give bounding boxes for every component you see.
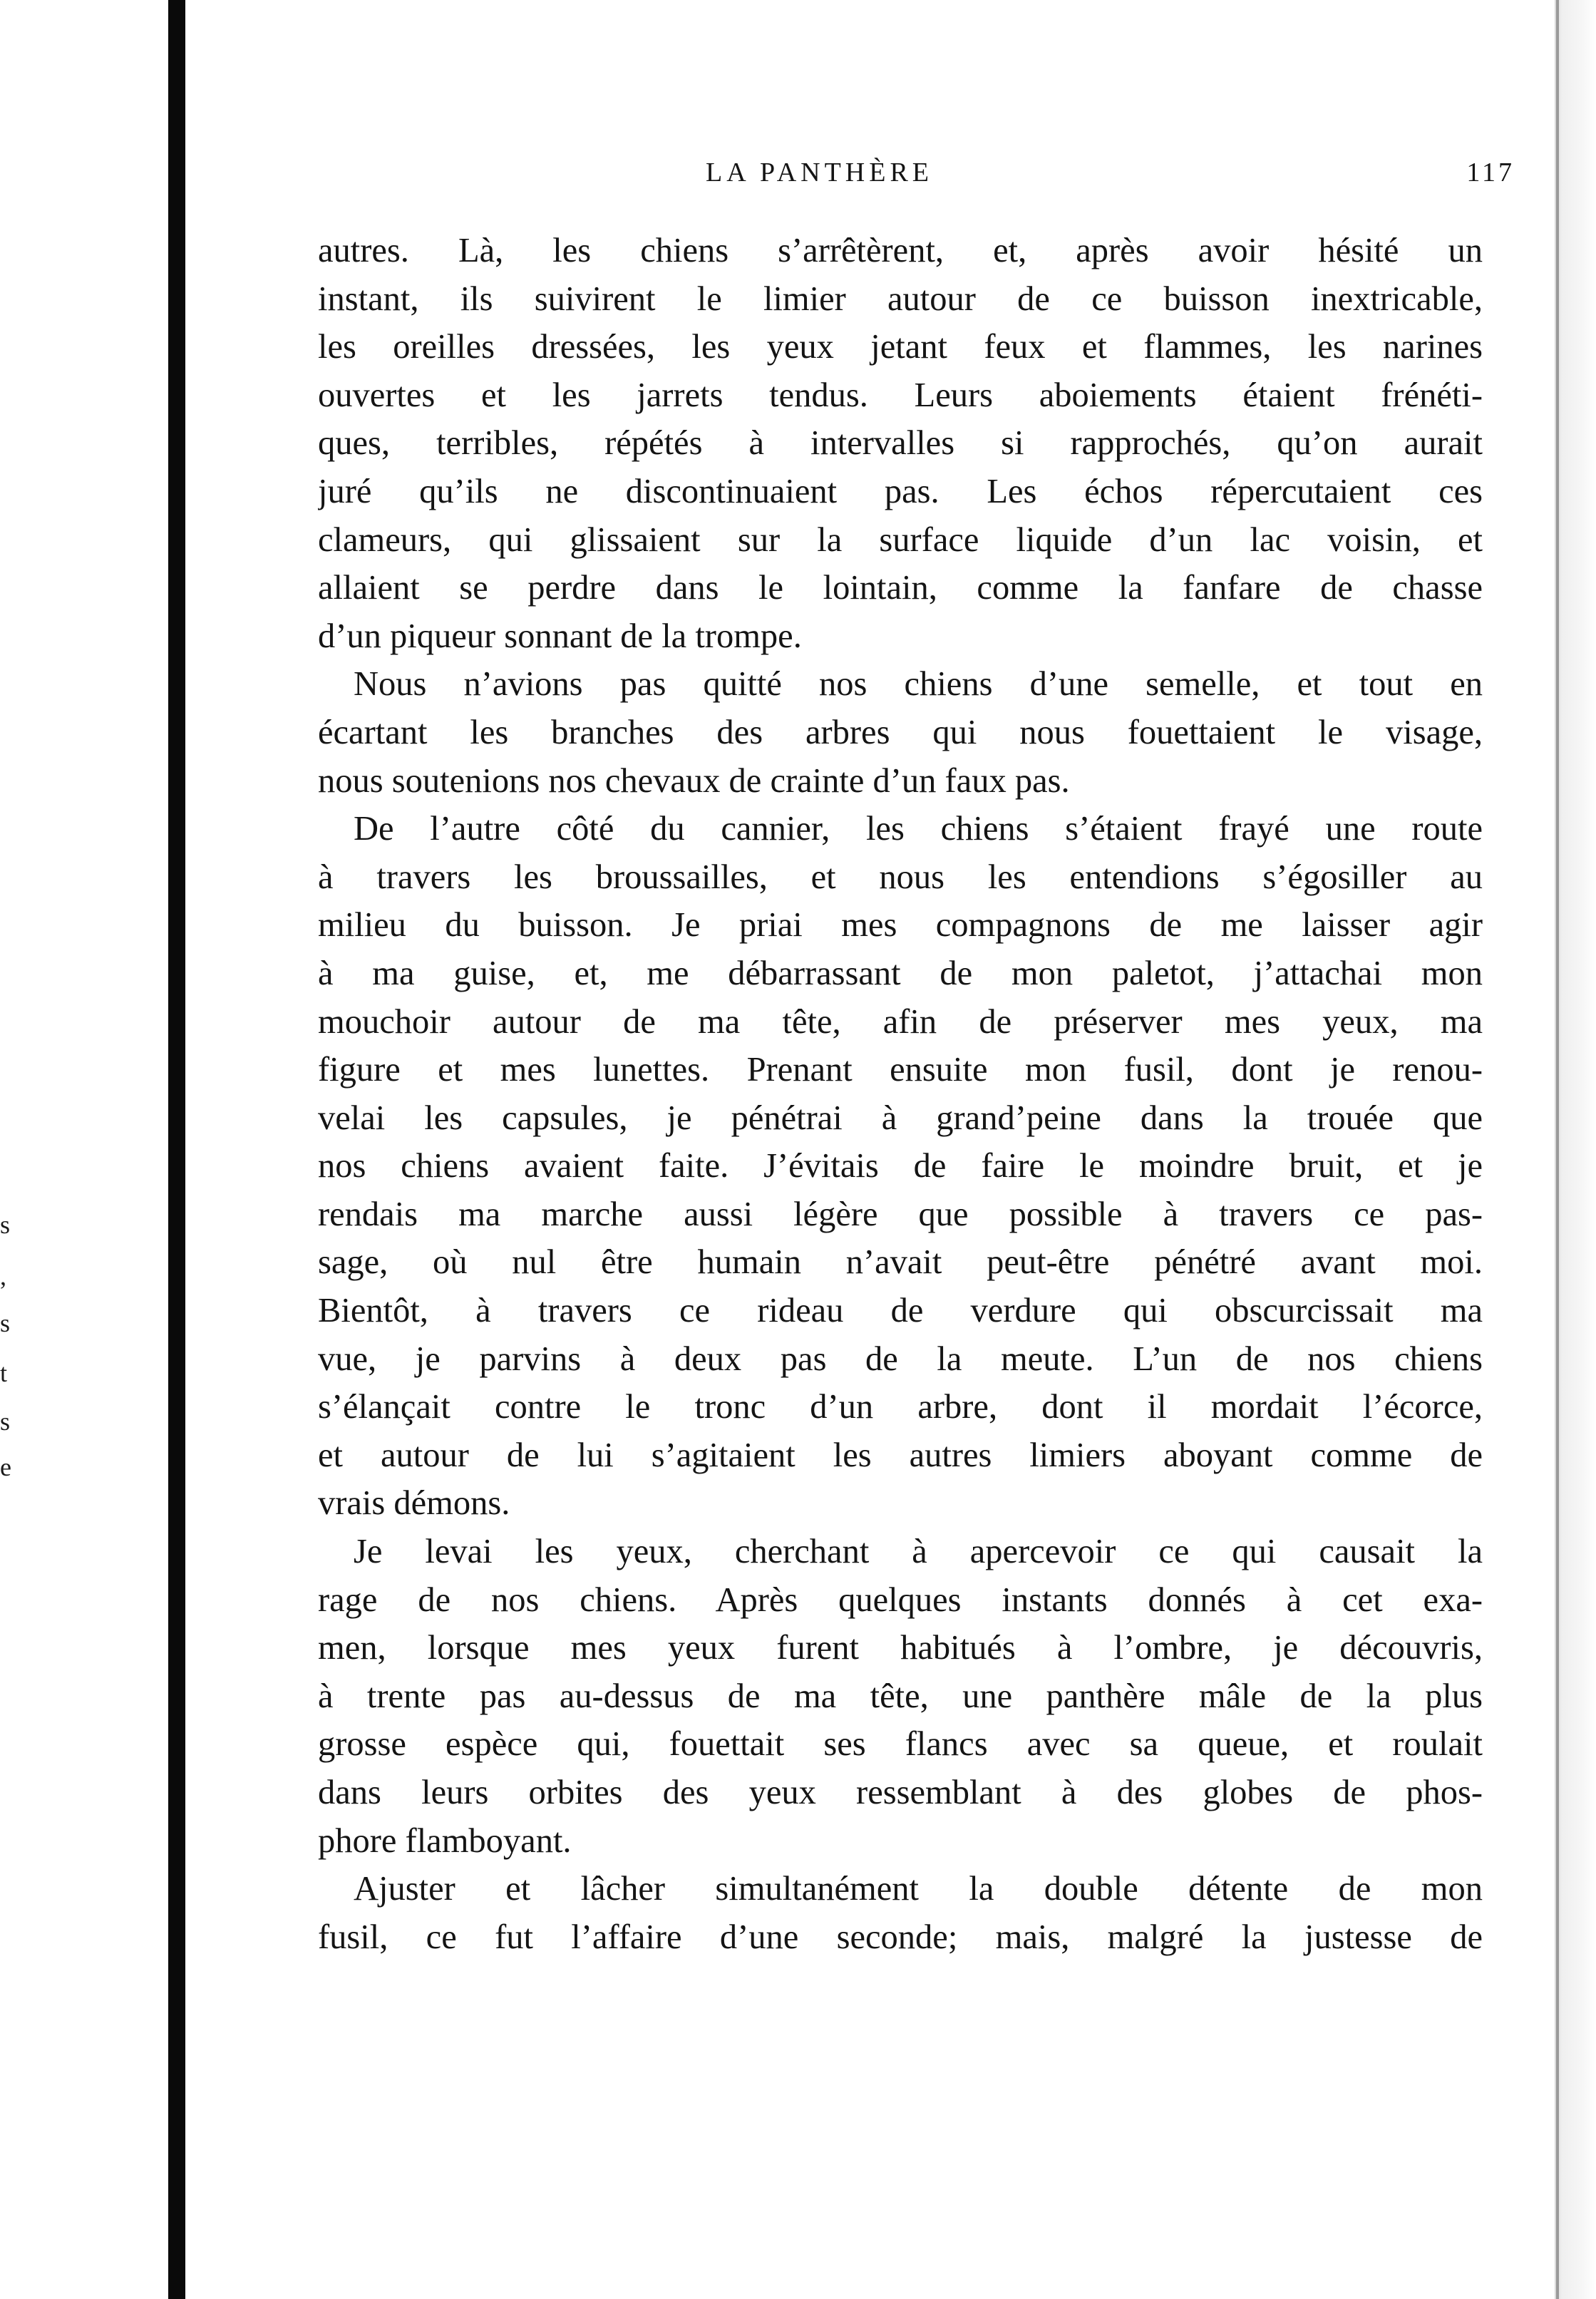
text-line: à travers les broussailles, et nous les entendions s’égosiller au [318,858,1483,896]
text-line: men, lorsque mes yeux furent habitués à l’ombre, je découvris, [318,1629,1483,1667]
margin-fragment: s [0,1210,11,1239]
text-line: clameurs, qui glissaient sur la surface liquide d’un lac voisin, et [318,520,1483,559]
text-line: nous soutenions nos chevaux de crainte d’un faux pas. [318,761,1070,800]
text-line: Bientôt, à travers ce rideau de verdure qui obscurcissait ma [318,1292,1483,1330]
text-line: velai les capsules, je pénétrai à grand’peine dans la trouée que [318,1099,1483,1137]
text-line: De l’autre côté du cannier, les chiens s’étaient frayé une route [354,810,1483,848]
text-line: phore flamboyant. [318,1821,572,1860]
running-head: LA PANTHÈRE [706,158,934,187]
text-line: et autour de lui s’agitaient les autres limiers aboyant comme de [318,1436,1483,1474]
text-line: à ma guise, et, me débarrassant de mon paletot, j’attachai mon [318,954,1483,992]
paragraph [318,805,1483,1528]
text-line: mouchoir autour de ma tête, afin de préserver mes yeux, ma [318,1002,1483,1041]
text-line: Je levai les yeux, cherchant à apercevoir ce qui causait la [354,1533,1483,1571]
text-line: rage de nos chiens. Après quelques instants donnés à cet exa- [318,1580,1483,1619]
page-edge-line [1556,0,1559,2299]
text-line: s’élançait contre le tronc d’un arbre, dont il mordait l’écorce, [318,1388,1483,1426]
book-page [185,0,1555,2299]
paragraph [318,660,1483,805]
text-line: figure et mes lunettes. Prenant ensuite mon fusil, dont je renou- [318,1051,1483,1089]
text-line: les oreilles dressées, les yeux jetant feux et flammes, les narines [318,328,1483,366]
page-number: 117 [1466,158,1515,187]
paragraph [318,1865,1483,1961]
text-line: milieu du buisson. Je priai mes compagnons de me laisser agir [318,906,1483,945]
text-line: Ajuster et lâcher simultanément la double détente de mon [354,1870,1483,1908]
text-line: grosse espèce qui, fouettait ses flancs avec sa queue, et roulait [318,1725,1483,1764]
text-line: Nous n’avions pas quitté nos chiens d’une semelle, et tout en [354,665,1483,704]
text-line: ouvertes et les jarrets tendus. Leurs aboiements étaient frénéti- [318,376,1483,414]
body-text [318,227,1483,1961]
text-line: rendais ma marche aussi légère que possible à travers ce pas- [318,1195,1483,1233]
text-line: dans leurs orbites des yeux ressemblant à des globes de phos- [318,1774,1483,1811]
text-line: nos chiens avaient faite. J’évitais de faire le moindre bruit, et je [318,1147,1483,1185]
text-line: ques, terribles, répétés à intervalles si rapprochés, qu’on aurait [318,424,1483,463]
text-line: vrais démons. [318,1484,510,1523]
text-line: sage, où nul être humain n’avait peut-être pénétré avant moi. [318,1243,1483,1282]
text-line: fusil, ce fut l’affaire d’une seconde; mais, malgré la justesse de [318,1918,1483,1956]
text-line: à trente pas au-dessus de ma tête, une panthère mâle de la plus [318,1677,1483,1715]
margin-fragment: s [0,1309,11,1337]
margin-fragment: t [0,1359,8,1387]
text-line: vue, je parvins à deux pas de la meute. L’un de nos chiens [318,1339,1483,1378]
text-line: d’un piqueur sonnant de la trompe. [318,617,802,655]
text-line: allaient se perdre dans le lointain, comme la fanfare de chasse [318,569,1483,607]
text-line: autres. Là, les chiens s’arrêtèrent, et, après avoir hésité un [318,232,1483,269]
text-line: juré qu’ils ne discontinuaient pas. Les échos répercutaient ces [318,472,1483,510]
margin-fragment: , [0,1262,6,1290]
text-line: instant, ils suivirent le limier autour de ce buisson inextricable, [318,279,1483,318]
text-line: écartant les branches des arbres qui nous fouettaient le visage, [318,713,1483,751]
margin-fragment: e [0,1453,11,1481]
paragraph [318,227,1483,660]
paragraph [318,1528,1483,1865]
page-header [185,157,1555,200]
facing-page-margin [0,0,168,2299]
margin-fragment: s [0,1407,11,1436]
page-edge-shadow [1555,0,1596,2299]
book-binding-gutter [168,0,185,2299]
